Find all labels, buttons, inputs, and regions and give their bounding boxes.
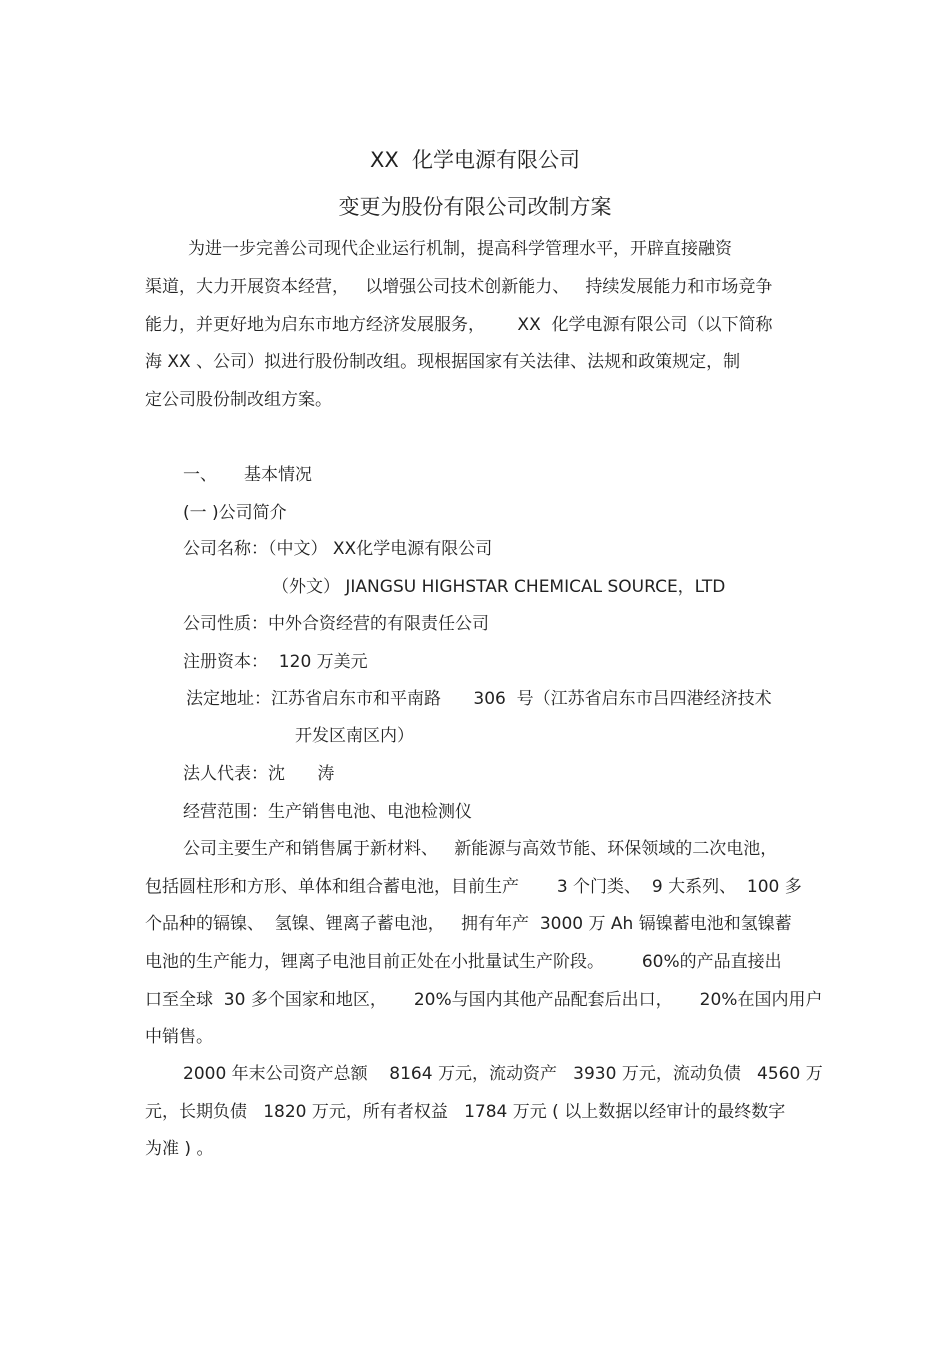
products-line: 电池的生产能力，锂离子电池目前正处在小批量试生产阶段。 60%的产品直接出 xyxy=(145,952,782,972)
field-legal-representative: 法人代表：沈 涛 xyxy=(183,764,335,784)
field-business-scope: 经营范围：生产销售电池、电池检测仪 xyxy=(183,802,472,822)
intro-line: 海 XX 、公司）拟进行股份制改组。现根据国家有关法律、法规和政策规定，制 xyxy=(145,352,741,372)
intro-line: 定公司股份制改组方案。 xyxy=(145,390,332,410)
finance-line: 为准 ) 。 xyxy=(145,1139,214,1159)
field-company-name-cn: 公司名称：（中文） XX化学电源有限公司 xyxy=(183,539,493,559)
products-line: 个品种的镉镍、 氢镍、锂离子蓄电池， 拥有年产 3000 万 Ah 镉镍蓄电池和氢镍蓄 xyxy=(145,914,792,934)
intro-line: 为进一步完善公司现代企业运行机制，提高科学管理水平，开辟直接融资 xyxy=(188,239,732,259)
products-line: 中销售。 xyxy=(145,1027,213,1047)
field-registered-capital: 注册资本： 120 万美元 xyxy=(183,652,368,672)
products-line: 公司主要生产和销售属于新材料、 新能源与高效节能、环保领域的二次电池， xyxy=(183,839,778,859)
field-company-name-en: （外文） JIANGSU HIGHSTAR CHEMICAL SOURCE，LTD xyxy=(272,577,726,597)
section-heading: 一、 基本情况 xyxy=(183,465,313,485)
finance-line: 元，长期负债 1820 万元，所有者权益 1784 万元 ( 以上数据以经审计的最终数字 xyxy=(145,1102,786,1122)
intro-line: 能力，并更好地为启东市地方经济发展服务， XX 化学电源有限公司（以下简称 xyxy=(145,315,773,335)
field-legal-address-cont: 开发区南区内） xyxy=(295,726,414,746)
document-title-line1: XX 化学电源有限公司 xyxy=(369,148,581,172)
field-company-nature: 公司性质：中外合资经营的有限责任公司 xyxy=(183,614,489,634)
subsection-heading: (一 )公司简介 xyxy=(183,503,287,523)
products-line: 口至全球 30 多个国家和地区， 20%与国内其他产品配套后出口， 20%在国内用户 xyxy=(145,990,823,1010)
finance-line: 2000 年末公司资产总额 8164 万元，流动资产 3930 万元，流动负债 4560 万 xyxy=(183,1064,823,1084)
products-line: 包括圆柱形和方形、单体和组合蓄电池，目前生产 3 个门类、 9 大系列、 100 多 xyxy=(145,877,802,897)
field-legal-address: 法定地址：江苏省启东市和平南路 306 号（江苏省启东市吕四港经济技术 xyxy=(186,689,772,709)
intro-line: 渠道，大力开展资本经营， 以增强公司技术创新能力、 持续发展能力和市场竞争 xyxy=(145,277,773,297)
document-title-line2: 变更为股份有限公司改制方案 xyxy=(338,195,612,219)
